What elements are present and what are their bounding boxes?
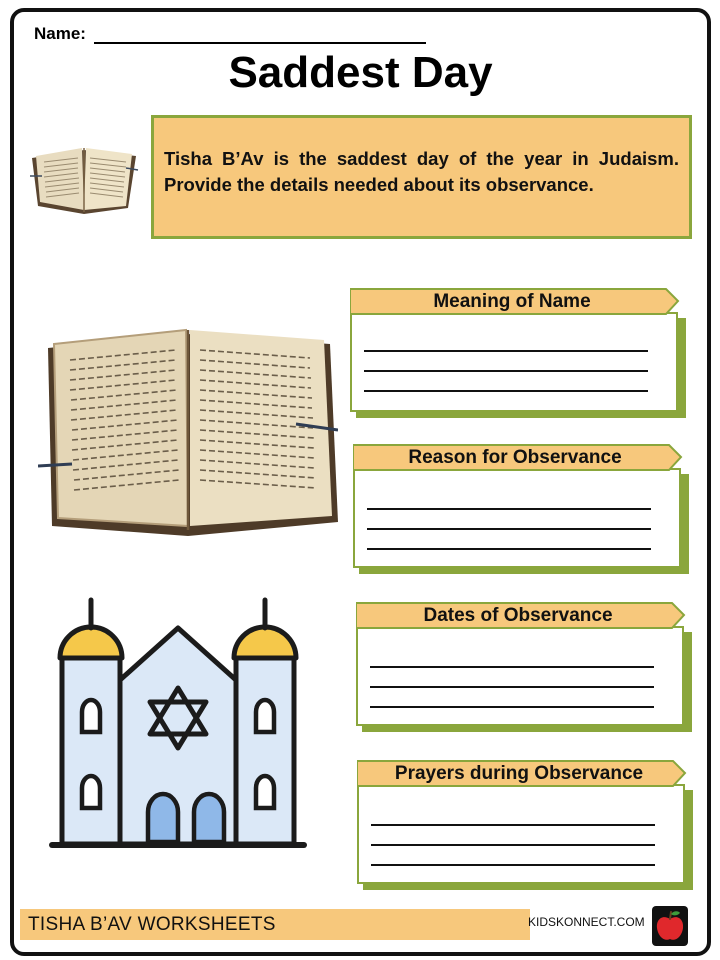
card-title: Prayers during Observance — [394, 763, 644, 784]
apple-icon — [652, 906, 688, 951]
card-header — [356, 602, 680, 628]
card-header — [357, 760, 681, 786]
open-book-icon — [28, 136, 140, 225]
card-title: Reason for Observance — [408, 447, 622, 468]
card-header — [353, 444, 677, 470]
dates-of-observance-card — [356, 602, 690, 732]
footer-label: TISHA B’AV WORKSHEETS — [28, 914, 276, 935]
answer-area[interactable] — [353, 468, 681, 568]
card-title: Dates of Observance — [423, 605, 613, 626]
synagogue-icon — [48, 592, 308, 859]
name-field-line[interactable] — [94, 42, 426, 44]
reason-for-observance-card — [353, 444, 687, 574]
card-title: Meaning of Name — [433, 291, 591, 312]
name-label: Name: — [34, 24, 86, 43]
worksheet-frame — [10, 8, 711, 956]
site-credit: KIDSKONNECT.COM — [528, 915, 645, 929]
intro-text: Tisha B’Av is the saddest day of the year in Judaism. Provide the details needed about its observance. — [164, 148, 679, 195]
footer-bar — [20, 909, 530, 940]
open-book-icon — [38, 326, 338, 543]
meaning-of-name-card — [350, 288, 684, 418]
answer-area[interactable] — [356, 626, 684, 726]
intro-box — [151, 115, 692, 239]
answer-area[interactable] — [350, 312, 678, 412]
answer-area[interactable] — [357, 784, 685, 884]
card-header — [350, 288, 674, 314]
prayers-during-observance-card — [357, 760, 691, 890]
page-title: Saddest Day — [228, 48, 493, 97]
